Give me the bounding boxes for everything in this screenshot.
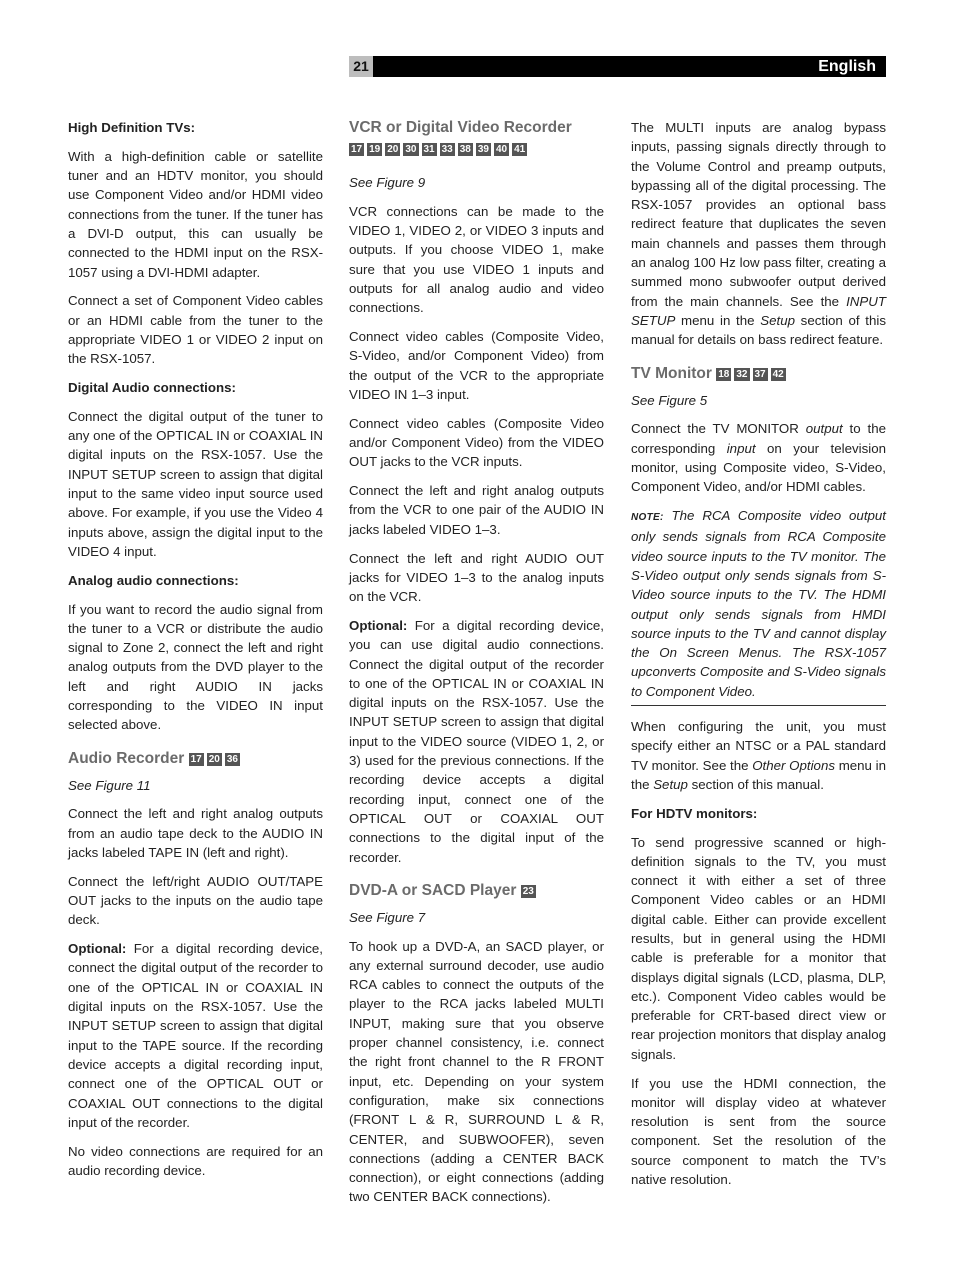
vcr-figure-tags [349,139,604,159]
language-label: English [818,58,876,75]
figure-tag: 19 [369,144,381,155]
text-run: to the corresponding [631,421,886,456]
tv-monitor-title: TV Monitor [631,364,712,382]
audio-recorder-title: Audio Recorder [68,749,185,767]
tv-monitor-heading [631,364,886,384]
audio-recorder-paragraph-3: No video connections are required for an audio recording device. [68,1143,323,1178]
figure-tag: 38 [459,144,471,155]
text-run: on your television monitor, using Composite video, S-Video, Component Video, and/or HDMI cables. [631,440,886,495]
vcr-paragraph-1: VCR connections can be made to the VIDEO 1, VIDEO 2, or VIDEO 3 inputs and outputs. If you choose VIDEO 1, make sure that you use VIDEO 1 inputs and outputs for all analog audio and video connections. [349,203,604,316]
digital-audio-heading: Digital Audio connections: [68,380,236,396]
analog-audio-paragraph: If you want to record the audio signal from the tuner to a VCR or distribute the audio signal to Zone 2, connect the left and right analog outputs from the DVD player to the left and right AUDIO IN jacks corresponding to the VIDEO IN input selected above. [68,601,323,733]
text-run: Connect the TV MONITOR [631,421,806,437]
audio-recorder-optional-paragraph [68,939,323,1132]
vcr-title: VCR or Digital Video Recorder [349,119,572,136]
tv-monitor-paragraph-1 [631,419,886,496]
figure-tag: 30 [405,144,417,155]
hdtv-monitors-paragraph-1: To send progressive scanned or high-definition signals to the TV, you must connect it with either a set of three Component Video cables or an HDMI digital cable. Either can provide excellent results, but in general using the HDMI cable is preferable for a monitor that displays digital signals (LCD, plasma, DLP, etc.). Component Video cables would be preferable for CRT-based direct view or rear projection monitors that display analog signals. [631,834,886,1062]
note-text: The RCA Composite video output only sends signals from RCA Composite video source inputs to the TV monitor. The S-Video output only sends signals from S-Video source inputs to the TV. The HDMI output only sends signals from HMDI source inputs to the TV and cannot display the On Screen Menus. The RSX-1057 upconverts Composite and S-Video signals to Component Video. [631,508,886,699]
optional-text: For a digital recording device, you can use digital audio connections. Connect the digital output of the recorder to one of the OPTICAL IN or COAXIAL IN digital inputs on the RSX-1057. Use the INPUT SETUP screen to assign that digital input to the VIDEO source (VIDEO 1, 2, or 3) used for the previous connections. If the recording device accepts a digital recording input, connect one of the OPTICAL OUT or COAXIAL OUT connections to the digital input of the recorder. [349,617,604,865]
figure-tag: 39 [477,144,489,155]
vcr-optional-paragraph [349,616,604,867]
audio-recorder-heading [68,749,323,769]
column-right [631,118,886,1199]
vcr-paragraph-4: Connect the left and right analog outputs from the VCR to one pair of the AUDIO IN jacks labeled VIDEO 1–3. [349,483,604,537]
text-run-italic: input [726,440,756,456]
hdtv-paragraph-2: Connect a set of Component Video cables or an HDMI cable from the tuner to the appropriate VIDEO 1 or VIDEO 2 input on the RSX-1057. [68,293,323,367]
note-block [631,506,886,706]
figure-tag: 20 [208,753,220,765]
column-middle [349,118,604,1216]
text-run-italic: INPUT SETUP [631,293,886,328]
text-run-italic: Setup [760,312,795,328]
hdtv-monitors-paragraph-2: If you use the HDMI connection, the monitor will display video at whatever resolution is sent from the source component. Set the resolution of the source component to match the TV’s native resolution. [631,1075,886,1188]
text-run: When configuring the unit, you must specify either an NTSC or a PAL standard TV monitor. See the [631,719,886,773]
dvd-figure-tags [521,882,539,899]
analog-audio-heading: Analog audio connections: [68,572,239,588]
page-number: 21 [349,56,373,77]
column-left [68,118,323,1190]
page-header-bar [349,56,886,77]
text-run: The MULTI inputs are analog bypass inputs, passing signals directly through to the Volume Control and preamp outputs, bypassing all of the digital processing. The RSX-1057 provides an optional bass redirect feature that duplicates the seven main channels and passes them through an analog 100 Hz low pass filter, creating a summed mono subwoofer output derived from the main channels. See the [631,120,886,309]
optional-text: For a digital recording device, connect the digital output of the recorder to one of the OPTICAL IN or COAXIAL IN digital inputs on the RSX-1057. Use the INPUT SETUP screen to assign that digital input to the TAPE source. If the recording device accepts a digital recording input, connect one of the OPTICAL OUT or COAXIAL OUT connections to the digital input of the recorder. [68,941,323,1130]
audio-recorder-figure-ref: See Figure 11 [68,777,151,793]
hdtv-paragraph-1: With a high-definition cable or satellite tuner and an HDTV monitor, you should use Component Video and/or HDMI video connections from the tuner. If the tuner has a DVI-D output, this can usually be connected to the HDMI input on the RSX-1057 using a DVI-HDMI adapter. [68,148,323,280]
vcr-heading [349,118,604,159]
figure-tag: 33 [441,144,453,155]
audio-recorder-figure-tags [189,750,243,767]
figure-tag: 31 [423,144,435,155]
hdtv-heading: High Definition TVs: [68,120,196,135]
text-run: section of this manual for details on bass redirect feature. [631,312,886,348]
vcr-figure-ref: See Figure 9 [349,175,426,190]
audio-recorder-paragraph-2: Connect the left/right AUDIO OUT/TAPE OUT jacks to the inputs on the audio tape deck. [68,873,323,928]
figure-tag: 32 [736,368,748,380]
text-run-italic: Other Options [752,757,835,773]
vcr-paragraph-2: Connect video cables (Composite Video, S-Video, and/or Component Video) from the output of the VCR to the appropriate VIDEO IN 1–3 input. [349,329,604,402]
vcr-paragraph-5: Connect the left and right AUDIO OUT jacks for VIDEO 1–3 to the analog inputs on the VCR. [349,550,604,605]
figure-tag: 36 [226,753,238,765]
audio-recorder-paragraph-1: Connect the left and right analog outputs from an audio tape deck to the AUDIO IN jacks labeled TAPE IN (left and right). [68,806,323,860]
config-paragraph [631,717,886,794]
dvd-title: DVD-A or SACD Player [349,881,517,899]
multi-inputs-paragraph [631,118,886,350]
figure-tag: 41 [514,144,526,155]
text-run-italic: output [805,421,843,437]
figure-tag: 17 [351,144,363,155]
figure-tag: 18 [718,368,730,380]
dvd-paragraph: To hook up a DVD-A, an SACD player, or any external surround decoder, use audio RCA cables to connect the outputs of the player to the RCA jacks labeled MULTI INPUT, making sure that you observe proper channel consistency, i.e. connect the right front channel to the R FRONT input, etc. Depending on your system configuration, make six connections (FRONT L & R, SURROUND L & R, CENTER, and SUBWOOFER), seven connections (adding a CENTER BACK connection), or eight connections (adding two CENTER BACK connections). [349,938,604,1205]
text-run-italic: Setup [653,776,688,792]
dvd-heading [349,881,604,901]
optional-label: Optional: [349,617,408,633]
figure-tag: 20 [387,144,399,155]
figure-tag: 42 [772,368,784,380]
vcr-paragraph-3: Connect video cables (Composite Video and/or Component Video) from the VIDEO OUT jacks to the VCR inputs. [349,415,604,470]
digital-audio-paragraph: Connect the digital output of the tuner to any one of the OPTICAL IN or COAXIAL IN digital inputs on the RSX-1057. Use the INPUT SETUP screen to assign that digital input to the same video input source used above. For example, if you use the Video 4 inputs above, assign the digital input to the VIDEO 4 input. [68,408,323,559]
text-run: menu in the [675,312,761,328]
hdtv-monitors-heading: For HDTV monitors: [631,805,758,821]
text-run: section of this manual. [687,776,824,792]
tv-monitor-figure-ref: See Figure 5 [631,392,708,408]
note-label: NOTE: [631,512,664,524]
text-run: menu in the [631,757,886,792]
figure-tag: 37 [754,368,766,380]
figure-tag: 40 [496,144,508,155]
dvd-figure-ref: See Figure 7 [349,909,426,925]
optional-label: Optional: [68,941,127,957]
figure-tag: 23 [522,885,534,897]
figure-tag: 17 [190,753,202,765]
tv-monitor-figure-tags [716,365,789,382]
